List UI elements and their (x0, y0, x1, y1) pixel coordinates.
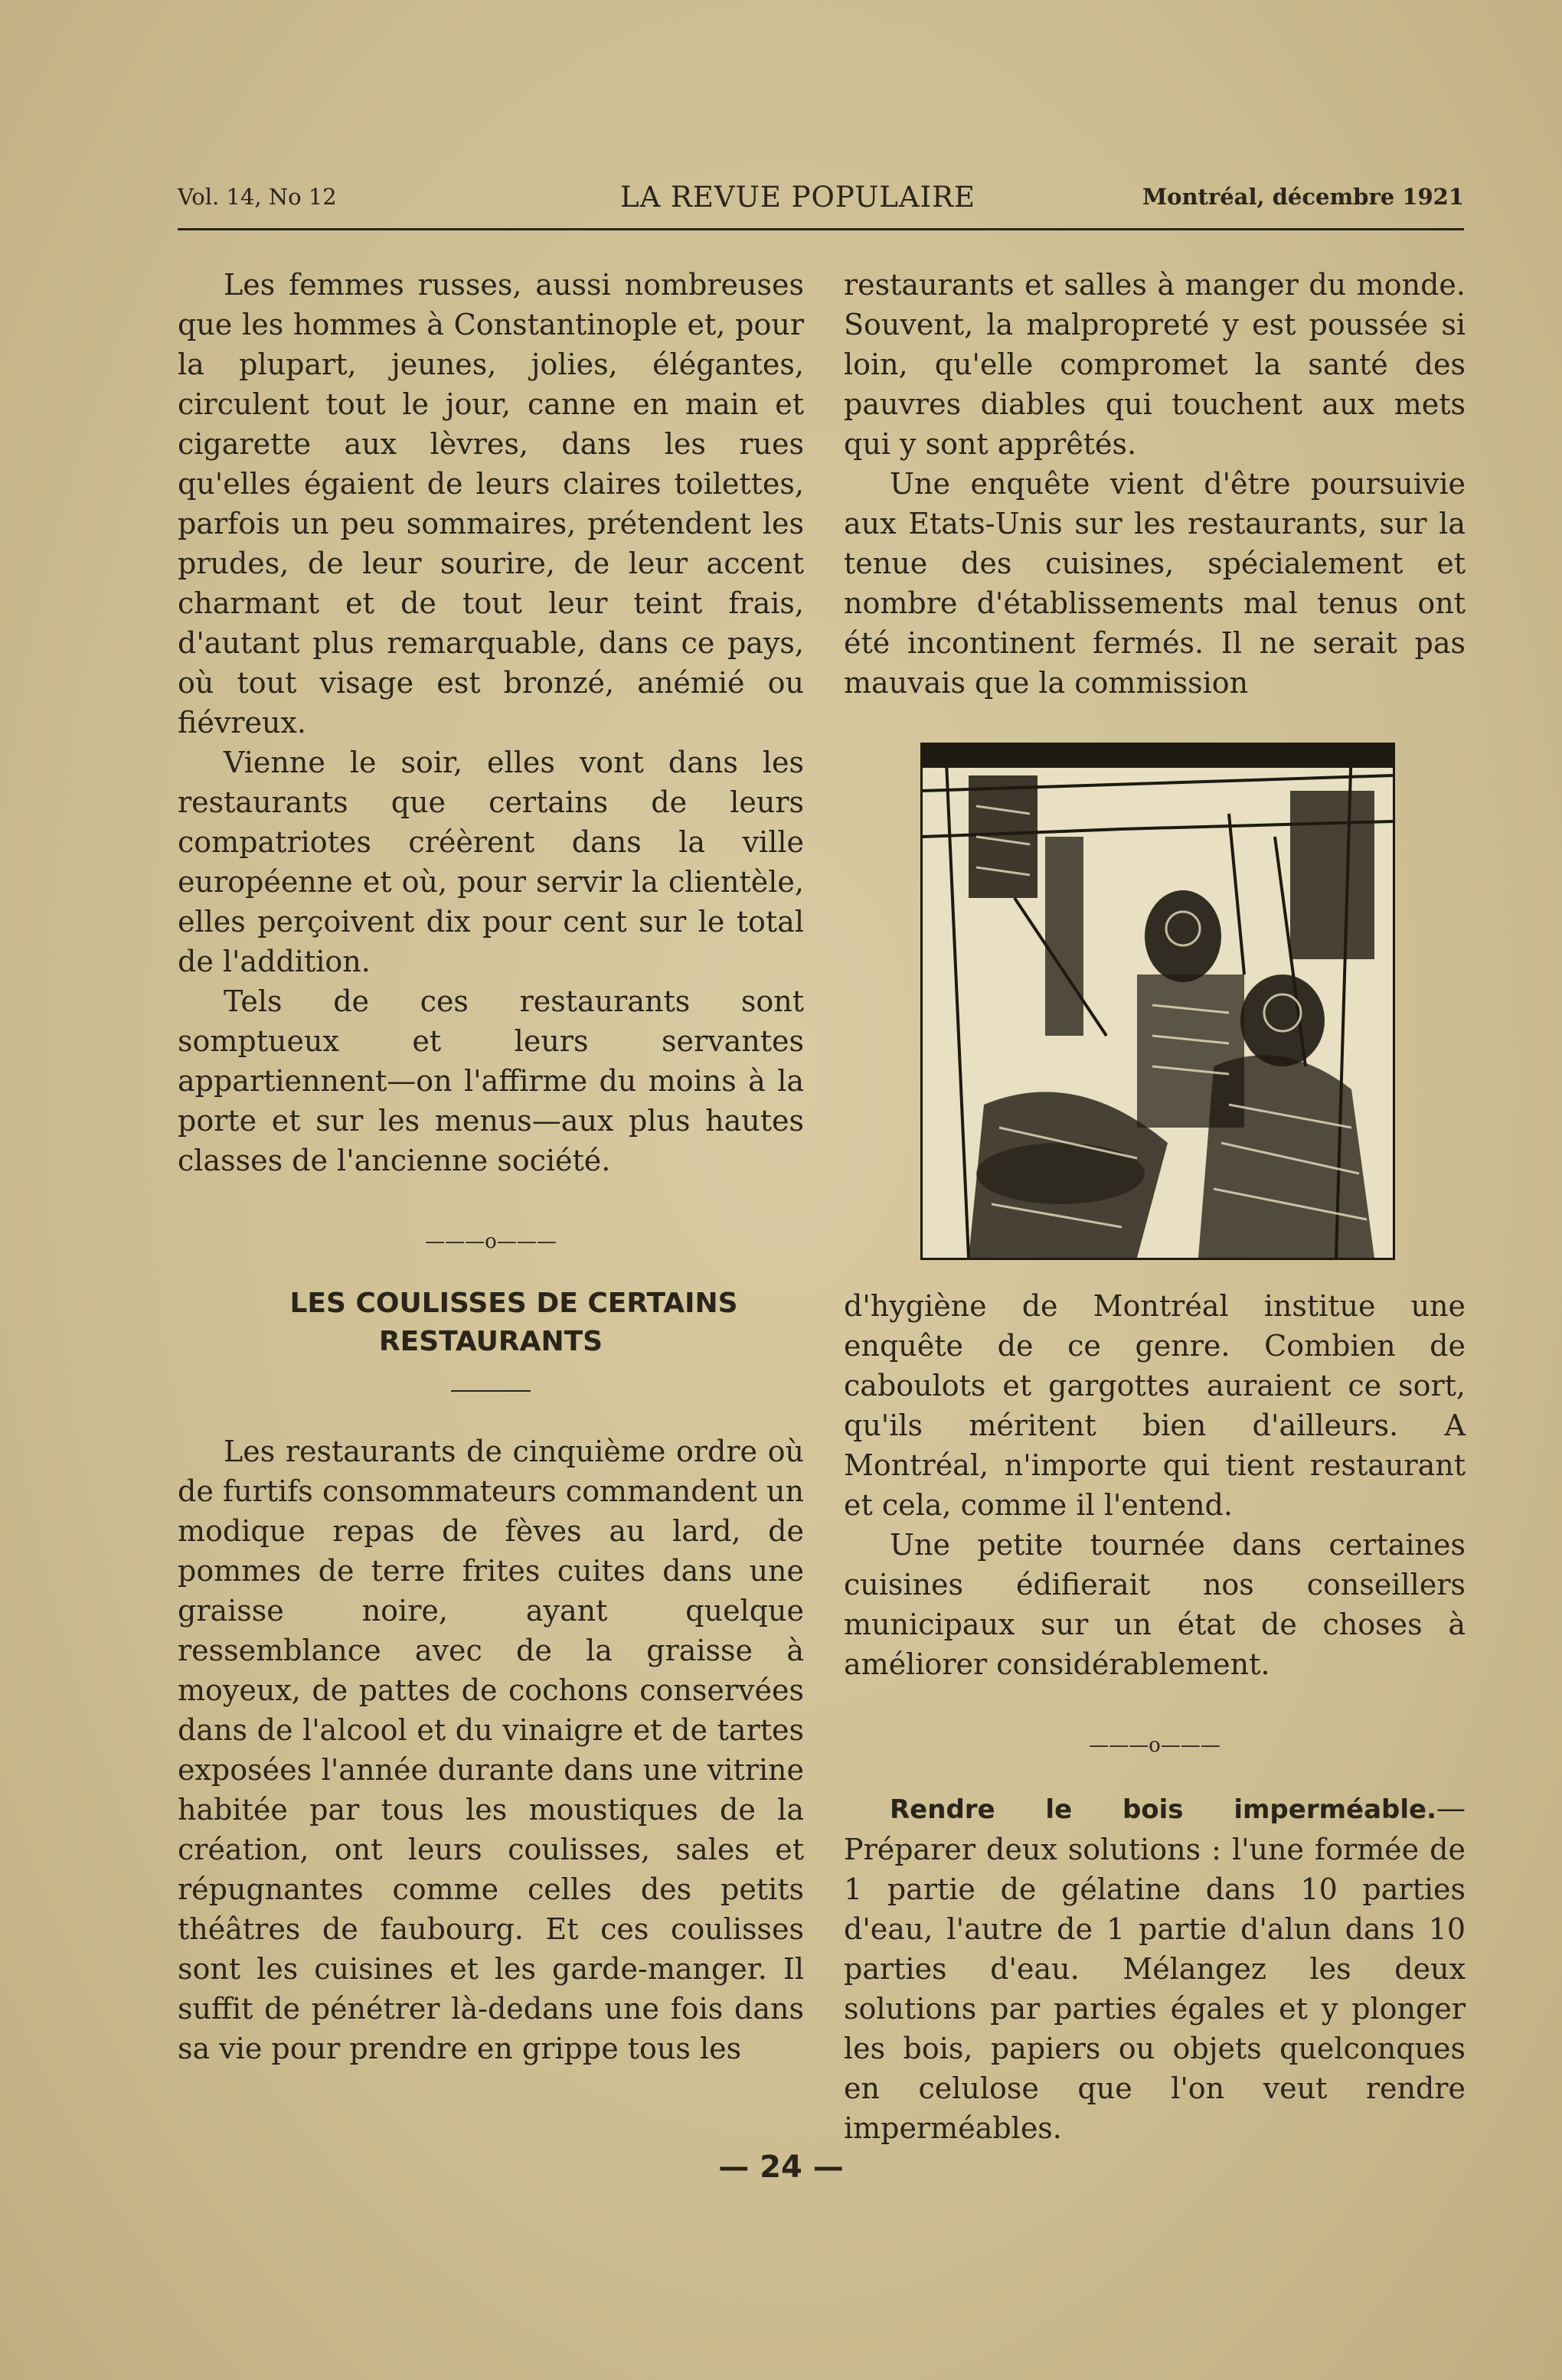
article-paragraph: Une enquête vient d'être poursuivie aux Etats-Unis sur les restaurants, sur la tenue des cuisines, spécialement et nombre d'établissements mal tenus ont été incontinent fermés. Il ne serait pas mauvais que la commission (844, 467, 1466, 700)
title-rule (451, 1390, 531, 1392)
woodcut-image (923, 745, 1393, 1258)
article-paragraph: Les restaurants de cinquième ordre où de furtifs consommateurs commandent un modique repas de fèves au lard, de pommes de terre frites cuites dans une graisse noire, ayant quelque ressemblance avec de la graisse à moyeux, de pattes de cochons conservées dans de l'alcool et du vinaigre et de tartes exposées l'année durante dans une vitrine habitée par tous les moustiques de la création, ont leurs coulisses, sales et répugnantes comme celles des petits théâtres de faubourg. Et ces coulisses sont les cuisines et les garde-manger. Il suffit de pénétrer là-dedans une fois dans sa vie pour prendre en grippe tous les (178, 1435, 804, 2065)
page-number: — 24 — (718, 2150, 844, 2185)
article-paragraph: restaurants et salles à manger du monde. Souvent, la malpropreté y est poussée si loin, qu'elle compromet la santé des pauvres diables qui touchent aux mets qui y sont apprêtés. (844, 268, 1466, 461)
article-body: —Préparer deux solutions : l'une formée de 1 partie de gélatine dans 10 parties d'eau, l'autre de 1 partie d'alun dans 10 parties d'eau. Mélangez les deux solutions par parties égales et y plonger les bois, papiers ou objets quelconques en celulose que l'on veut rendre imperméables. (844, 1791, 1466, 2145)
article-paragraph: d'hygiène de Montréal institue une enquête de ce genre. Combien de caboulots et gargottes auraient ce sort, qu'ils méritent bien d'ailleurs. A Montréal, n'importe qui tient restaurant et cela, comme il l'entend. (844, 1289, 1466, 1522)
page-header (178, 181, 1464, 227)
header-rule (178, 228, 1464, 230)
section-title: LES COULISSES DE CERTAINS RESTAURANTS (289, 1288, 738, 1357)
place-date: Montréal, décembre 1921 (1142, 184, 1464, 210)
publication-title: LA REVUE POPULAIRE (620, 181, 976, 214)
article-paragraph (844, 1788, 1466, 2148)
kitchen-illustration (920, 743, 1395, 1260)
article-paragraph: Vienne le soir, elles vont dans les restaurants que certains de leurs compatriotes créèrent dans la ville européenne et où, pour servir la clientèle, elles perçoivent dix pour cent sur le total de l'addition. (178, 746, 804, 978)
left-column (178, 265, 804, 2068)
section-divider: ———o——— (425, 1230, 557, 1253)
volume-number: Vol. 14, No 12 (178, 184, 337, 210)
section-divider: ———o——— (1089, 1734, 1221, 1757)
article-paragraph: Les femmes russes, aussi nombreuses que les hommes à Constantinople et, pour la plupart, jeunes, jolies, élégantes, circulent tout le jour, canne en main et cigarette aux lèvres, dans les rues qu'elles égaient de leurs claires toilettes, parfois un peu sommaires, prétendent les prudes, de leur sourire, de leur accent charmant et de tout leur teint frais, d'autant plus remarquable, dans ce pays, où tout visage est bronzé, anémié ou fiévreux. (178, 268, 804, 739)
article-paragraph: Une petite tournée dans certaines cuisines édifierait nos conseillers municipaux sur un état de choses à améliorer considérablement. (844, 1528, 1466, 1681)
article-paragraph: Tels de ces restaurants sont somptueux et leurs servantes appartiennent—on l'affirme du moins à la porte et sur les menus—aux plus hautes classes de l'ancienne société. (178, 984, 804, 1177)
right-column-top (844, 265, 1466, 703)
right-column-bottom (844, 1286, 1466, 2148)
run-in-title: Rendre le bois imperméable. (890, 1794, 1436, 1825)
